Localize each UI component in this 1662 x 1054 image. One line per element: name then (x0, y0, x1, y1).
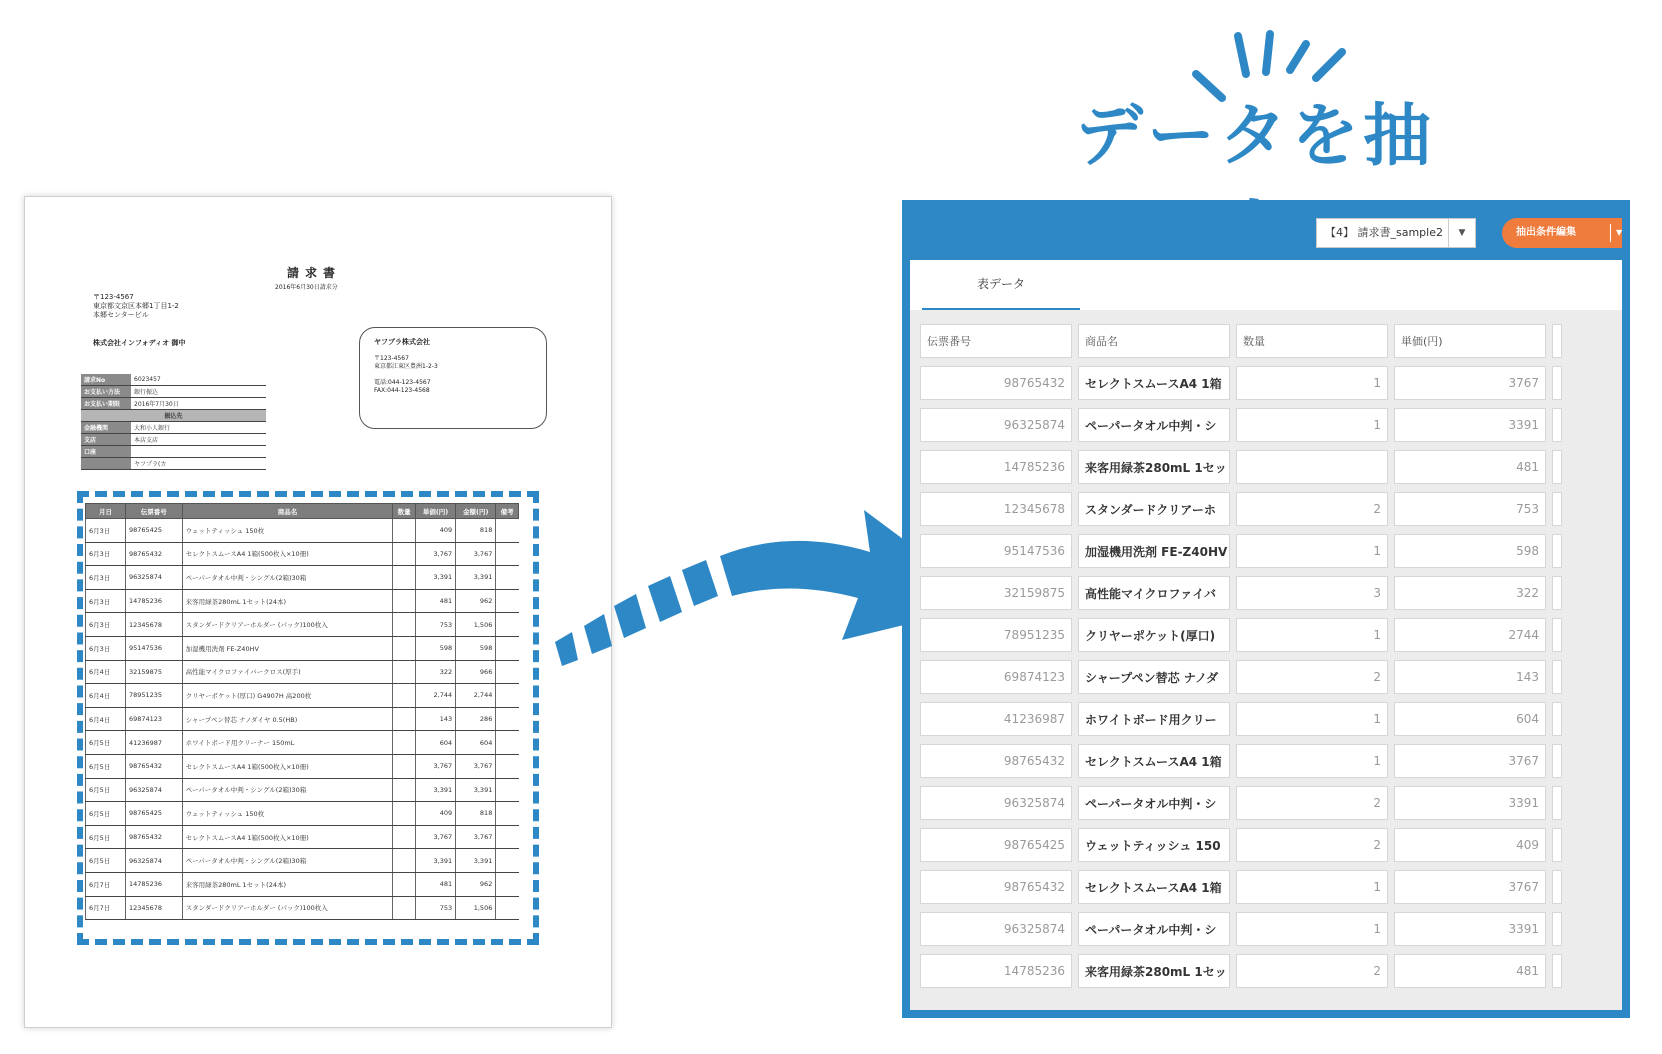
document-selector-label: 【4】 請求書_sample2 (1325, 226, 1443, 239)
doc-cell: 604 (456, 731, 496, 755)
grid-cell[interactable]: 32159875 (920, 576, 1072, 610)
doc-cell: 3,391 (415, 849, 455, 873)
grid-cell[interactable] (1552, 408, 1562, 442)
chevron-down-icon[interactable]: ▼ (1616, 228, 1623, 237)
doc-cell: 高性能マイクロファイバークロス(厚手) (182, 660, 393, 684)
recipient-name: 株式会社インフォディオ 御中 (93, 339, 186, 347)
doc-cell: ペーパータオル中判・シングル(2箱)30箱 (182, 778, 393, 802)
grid-cell[interactable] (1552, 660, 1562, 694)
table-row[interactable] (920, 534, 1562, 568)
doc-cell: 6月5日 (86, 802, 126, 826)
doc-cell: 6月5日 (86, 849, 126, 873)
table-row[interactable] (920, 954, 1562, 988)
grid-cell[interactable]: 2 (1236, 786, 1388, 820)
table-row[interactable] (920, 786, 1562, 820)
table-row[interactable] (920, 870, 1562, 904)
grid-cell[interactable]: 2 (1236, 492, 1388, 526)
info-row (81, 410, 266, 422)
grid-cell[interactable] (1552, 954, 1562, 988)
doc-cell: 143 (415, 707, 455, 731)
address-line: 本郷センタービル (93, 311, 149, 319)
extracted-table (914, 316, 1568, 996)
doc-column-header: 月日 (86, 504, 126, 519)
doc-cell: 409 (415, 519, 455, 543)
grid-cell[interactable]: 481 (1394, 954, 1546, 988)
doc-cell: 3,767 (415, 542, 455, 566)
grid-cell[interactable]: ホワイトボード用クリー (1078, 702, 1230, 736)
grid-cell[interactable]: シャープペン替芯 ナノダ (1078, 660, 1230, 694)
grid-cell[interactable]: 1 (1236, 870, 1388, 904)
doc-cell: 3,767 (415, 825, 455, 849)
grid-cell[interactable] (1552, 786, 1562, 820)
doc-cell: 962 (456, 589, 496, 613)
doc-cell: 3,767 (415, 754, 455, 778)
grid-cell[interactable]: 1 (1236, 702, 1388, 736)
doc-cell: 3,391 (456, 849, 496, 873)
grid-cell[interactable]: 2 (1236, 660, 1388, 694)
doc-column-header: 備考 (496, 504, 519, 519)
grid-cell[interactable]: 2744 (1394, 618, 1546, 652)
doc-cell: 2,744 (415, 684, 455, 708)
grid-cell[interactable]: 96325874 (920, 912, 1072, 946)
info-row (81, 434, 266, 446)
doc-cell: 98765432 (125, 754, 182, 778)
doc-cell: 来客用緑茶280mL 1セット(24本) (182, 872, 393, 896)
info-key: 請求No (81, 374, 131, 386)
doc-cell: 6月3日 (86, 519, 126, 543)
doc-cell: 409 (415, 802, 455, 826)
grid-cell[interactable]: 598 (1394, 534, 1546, 568)
info-value: ヤフプラ(カ (131, 458, 266, 470)
grid-cell[interactable]: 1 (1236, 366, 1388, 400)
grid-cell[interactable] (1552, 828, 1562, 862)
doc-cell: 818 (456, 802, 496, 826)
doc-cell: 6月4日 (86, 660, 126, 684)
doc-cell: 322 (415, 660, 455, 684)
doc-cell: 69874123 (125, 707, 182, 731)
info-row (81, 386, 266, 398)
grid-cell[interactable] (1552, 534, 1562, 568)
doc-cell: 6月5日 (86, 754, 126, 778)
grid-cell[interactable]: 481 (1394, 450, 1546, 484)
doc-cell: ウェットティッシュ 150枚 (182, 519, 393, 543)
doc-cell: 6月3日 (86, 589, 126, 613)
grid-cell[interactable]: スタンダードクリアーホ (1078, 492, 1230, 526)
grid-cell[interactable]: 143 (1394, 660, 1546, 694)
doc-cell: 6月7日 (86, 896, 126, 920)
info-section-label: 振込先 (81, 410, 266, 422)
doc-cell: 818 (456, 519, 496, 543)
doc-cell: 98765425 (125, 519, 182, 543)
table-row[interactable] (920, 576, 1562, 610)
grid-cell[interactable]: 409 (1394, 828, 1546, 862)
grid-cell[interactable]: 3767 (1394, 870, 1546, 904)
address-line: 〒123-4567 (93, 293, 134, 301)
doc-cell: 6月4日 (86, 707, 126, 731)
sender-name: ヤフプラ株式会社 (374, 338, 430, 346)
grid-cell[interactable]: 12345678 (920, 492, 1072, 526)
table-row[interactable] (920, 492, 1562, 526)
grid-cell[interactable]: 高性能マイクロファイバ (1078, 576, 1230, 610)
button-divider (1610, 224, 1611, 242)
grid-cell[interactable]: ペーパータオル中判・シ (1078, 786, 1230, 820)
grid-cell[interactable]: 322 (1394, 576, 1546, 610)
grid-cell[interactable]: 2 (1236, 954, 1388, 988)
grid-cell[interactable]: 78951235 (920, 618, 1072, 652)
grid-cell[interactable]: 14785236 (920, 954, 1072, 988)
doc-column-header: 商品名 (182, 504, 393, 519)
grid-cell[interactable]: 3391 (1394, 912, 1546, 946)
doc-cell: 6月3日 (86, 613, 126, 637)
table-data-grid (910, 310, 1622, 1018)
doc-cell: 96325874 (125, 566, 182, 590)
info-row (81, 446, 266, 458)
doc-cell: 6月5日 (86, 778, 126, 802)
grid-cell[interactable]: 98765432 (920, 744, 1072, 778)
grid-cell[interactable]: ウェットティッシュ 150 (1078, 828, 1230, 862)
info-value: 大和小人銀行 (131, 422, 266, 434)
info-value (131, 446, 266, 458)
address-line: 東京都文京区本郷1丁目1-2 (93, 302, 179, 310)
grid-cell[interactable]: 69874123 (920, 660, 1072, 694)
doc-cell: シャープペン替芯 ナノダイヤ 0.5(HB) (182, 707, 393, 731)
app-window (902, 200, 1630, 1018)
info-key (81, 458, 131, 470)
grid-cell[interactable] (1552, 702, 1562, 736)
doc-column-header: 単価(円) (415, 504, 455, 519)
doc-cell: 6月5日 (86, 825, 126, 849)
doc-cell: 3,391 (456, 566, 496, 590)
info-row (81, 398, 266, 410)
grid-cell[interactable]: 98765432 (920, 366, 1072, 400)
grid-cell[interactable]: セレクトスムースA4 1箱 (1078, 870, 1230, 904)
invoice-document (24, 196, 612, 1028)
selection-dashed-frame (77, 491, 539, 945)
doc-cell: 3,767 (456, 754, 496, 778)
doc-column-header: 数量 (393, 504, 416, 519)
grid-cell[interactable] (1236, 450, 1388, 484)
doc-cell: 3,391 (415, 566, 455, 590)
payment-info-table (81, 374, 266, 470)
doc-cell: 95147536 (125, 636, 182, 660)
grid-cell[interactable]: 96325874 (920, 786, 1072, 820)
grid-cell[interactable]: 1 (1236, 618, 1388, 652)
table-row[interactable] (920, 618, 1562, 652)
doc-cell: 12345678 (125, 613, 182, 637)
grid-column-header[interactable]: 伝票番号 (920, 324, 1072, 358)
info-key: お支払い期限 (81, 398, 131, 410)
doc-cell: 14785236 (125, 872, 182, 896)
info-key: 支店 (81, 434, 131, 446)
grid-cell[interactable]: 来客用緑茶280mL 1セッ (1078, 954, 1230, 988)
doc-cell: 966 (456, 660, 496, 684)
grid-cell[interactable] (1552, 576, 1562, 610)
doc-cell: 753 (415, 896, 455, 920)
table-row[interactable] (920, 450, 1562, 484)
table-row[interactable] (920, 660, 1562, 694)
grid-column-header[interactable]: 数量 (1236, 324, 1388, 358)
grid-cell[interactable]: 14785236 (920, 450, 1072, 484)
grid-column-header[interactable] (1552, 324, 1562, 358)
doc-cell: 598 (456, 636, 496, 660)
table-row[interactable] (920, 744, 1562, 778)
doc-cell: セレクトスムースA4 1箱(500枚入×10冊) (182, 542, 393, 566)
grid-cell[interactable] (1552, 912, 1562, 946)
doc-cell: 1,506 (456, 896, 496, 920)
doc-cell: 481 (415, 589, 455, 613)
doc-column-header: 伝票番号 (125, 504, 182, 519)
sender-line: FAX:044-123-4568 (374, 387, 430, 394)
doc-cell: セレクトスムースA4 1箱(500枚入×10冊) (182, 754, 393, 778)
table-row[interactable] (920, 828, 1562, 862)
grid-cell[interactable]: 1 (1236, 408, 1388, 442)
grid-cell[interactable] (1552, 450, 1562, 484)
invoice-title: 請求書 (287, 266, 342, 280)
doc-cell: 2,744 (456, 684, 496, 708)
tab-bar (910, 260, 1622, 310)
grid-cell[interactable]: セレクトスムースA4 1箱 (1078, 366, 1230, 400)
doc-cell: 3,767 (456, 542, 496, 566)
doc-cell: 3,767 (456, 825, 496, 849)
doc-cell: 96325874 (125, 778, 182, 802)
grid-cell[interactable]: ペーパータオル中判・シ (1078, 408, 1230, 442)
doc-cell: 98765432 (125, 825, 182, 849)
doc-cell: 78951235 (125, 684, 182, 708)
doc-cell: 41236987 (125, 731, 182, 755)
document-selector[interactable] (1316, 218, 1476, 248)
info-value: 2016年7月30日 (131, 398, 266, 410)
chevron-down-icon[interactable]: ▼ (1448, 219, 1475, 247)
edit-extraction-button[interactable] (1502, 218, 1630, 248)
table-row[interactable] (920, 408, 1562, 442)
grid-cell[interactable]: 3767 (1394, 366, 1546, 400)
table-row[interactable] (920, 912, 1562, 946)
doc-cell: 6月5日 (86, 731, 126, 755)
doc-cell: 14785236 (125, 589, 182, 613)
doc-cell: 6月7日 (86, 872, 126, 896)
grid-cell[interactable]: 来客用緑茶280mL 1セッ (1078, 450, 1230, 484)
grid-cell[interactable]: 2 (1236, 828, 1388, 862)
grid-cell[interactable]: 3391 (1394, 408, 1546, 442)
info-row (81, 374, 266, 386)
doc-cell: 286 (456, 707, 496, 731)
doc-cell: スタンダードクリアーホルダー (パック)100枚入 (182, 613, 393, 637)
doc-cell: 98765425 (125, 802, 182, 826)
doc-cell: 598 (415, 636, 455, 660)
sender-line: 東京都江東区豊洲1-2-3 (374, 363, 438, 370)
info-key: 金融機関 (81, 422, 131, 434)
doc-cell: 32159875 (125, 660, 182, 684)
doc-cell: 来客用緑茶280mL 1セット(24本) (182, 589, 393, 613)
grid-cell[interactable] (1552, 744, 1562, 778)
info-key: 口座 (81, 446, 131, 458)
grid-column-header[interactable]: 単価(円) (1394, 324, 1546, 358)
grid-cell[interactable] (1552, 366, 1562, 400)
doc-cell: 6月3日 (86, 542, 126, 566)
app-toolbar (910, 208, 1622, 260)
grid-cell[interactable] (1552, 618, 1562, 652)
grid-cell[interactable]: セレクトスムースA4 1箱 (1078, 744, 1230, 778)
grid-cell[interactable]: 98765432 (920, 870, 1072, 904)
doc-cell: 98765432 (125, 542, 182, 566)
doc-cell: 481 (415, 872, 455, 896)
doc-cell: ウェットティッシュ 150枚 (182, 802, 393, 826)
info-value: 本店支店 (131, 434, 266, 446)
grid-cell[interactable]: 1 (1236, 744, 1388, 778)
invoice-date: 2016年6月30日請求分 (275, 284, 338, 291)
doc-cell: 3,391 (415, 778, 455, 802)
grid-cell[interactable]: 3 (1236, 576, 1388, 610)
doc-cell: 1,506 (456, 613, 496, 637)
info-value: 銀行振込 (131, 386, 266, 398)
info-row (81, 422, 266, 434)
info-value: 6023457 (131, 374, 266, 386)
heading-extract-data: データを抽 (1074, 97, 1435, 176)
doc-cell: 6月4日 (86, 684, 126, 708)
doc-cell: ペーパータオル中判・シングル(2箱)30箱 (182, 849, 393, 873)
doc-cell: スタンダードクリアーホルダー (パック)100枚入 (182, 896, 393, 920)
edit-extraction-label: 抽出条件編集 (1516, 227, 1576, 238)
doc-cell: 3,391 (456, 778, 496, 802)
grid-cell[interactable]: クリヤーポケット(厚口) (1078, 618, 1230, 652)
grid-cell[interactable]: 1 (1236, 912, 1388, 946)
doc-cell: クリヤーポケット(厚口) G4907H 高200枚 (182, 684, 393, 708)
doc-cell: 753 (415, 613, 455, 637)
doc-cell: ペーパータオル中判・シングル(2箱)30箱 (182, 566, 393, 590)
doc-cell: 96325874 (125, 849, 182, 873)
grid-cell[interactable]: 41236987 (920, 702, 1072, 736)
doc-cell: 12345678 (125, 896, 182, 920)
grid-cell[interactable]: ペーパータオル中判・シ (1078, 912, 1230, 946)
doc-column-header: 金額(円) (456, 504, 496, 519)
grid-cell[interactable]: 96325874 (920, 408, 1072, 442)
info-key: お支払い方法 (81, 386, 131, 398)
grid-cell[interactable] (1552, 870, 1562, 904)
grid-cell[interactable]: 98765425 (920, 828, 1072, 862)
grid-cell[interactable]: 3391 (1394, 786, 1546, 820)
table-row[interactable] (920, 702, 1562, 736)
grid-column-header[interactable]: 商品名 (1078, 324, 1230, 358)
doc-cell: 加湿機用洗剤 FE-Z40HV (182, 636, 393, 660)
doc-cell: 6月3日 (86, 566, 126, 590)
doc-cell: 6月3日 (86, 636, 126, 660)
doc-cell: セレクトスムースA4 1箱(500枚入×10冊) (182, 825, 393, 849)
grid-cell[interactable]: 3767 (1394, 744, 1546, 778)
recipient-address (93, 293, 179, 320)
grid-cell[interactable]: 604 (1394, 702, 1546, 736)
doc-cell: 962 (456, 872, 496, 896)
doc-cell: 604 (415, 731, 455, 755)
doc-cell: ホワイトボード用クリーナー 150mL (182, 731, 393, 755)
grid-cell[interactable] (1552, 492, 1562, 526)
sender-box (359, 327, 547, 429)
tab-table-data[interactable]: 表データ (922, 260, 1080, 311)
sender-line: 電話:044-123-4567 (374, 379, 431, 386)
grid-cell[interactable]: 95147536 (920, 534, 1072, 568)
info-row (81, 458, 266, 470)
table-row[interactable] (920, 366, 1562, 400)
grid-cell[interactable]: 753 (1394, 492, 1546, 526)
grid-cell[interactable]: 1 (1236, 534, 1388, 568)
grid-cell[interactable]: 加湿機用洗剤 FE-Z40HV (1078, 534, 1230, 568)
sender-line: 〒123-4567 (374, 355, 409, 362)
